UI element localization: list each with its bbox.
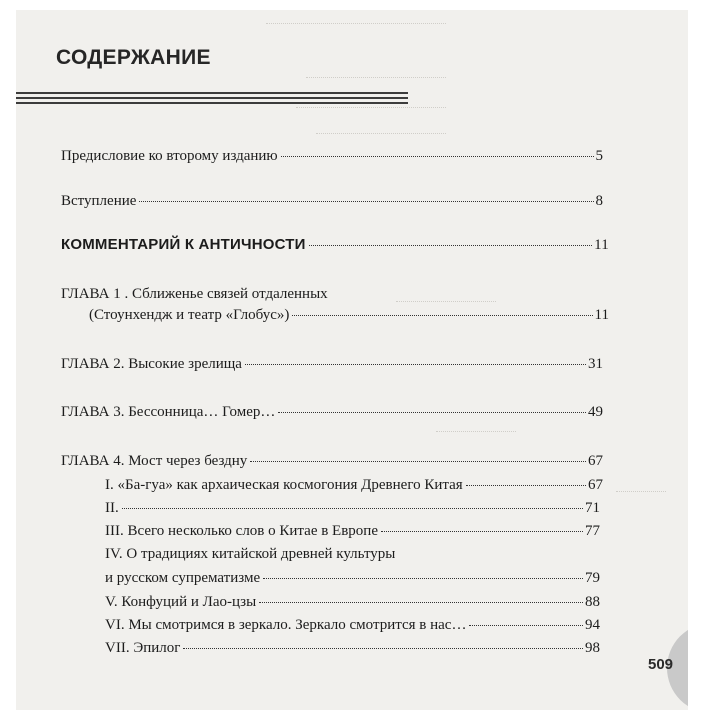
toc-entry-title: VII. Эпилог (105, 640, 181, 656)
page-number: 509 (648, 656, 674, 673)
leader-dots (263, 578, 583, 579)
toc-entry[interactable] (61, 355, 603, 373)
toc-subentry[interactable] (105, 522, 600, 540)
toc-entry-title: VI. Мы смотримся в зеркало. Зеркало смотрится в нас… (105, 617, 467, 633)
toc-subentry[interactable] (105, 616, 600, 634)
leader-dots (278, 412, 586, 413)
toc-subentry[interactable] (105, 476, 603, 494)
leader-dots (245, 364, 586, 365)
toc-entry-page: 94 (585, 617, 600, 633)
toc-entry-title: III. Всего несколько слов о Китае в Европе (105, 523, 378, 539)
toc-subentry[interactable] (105, 639, 600, 657)
toc-entry-page: 8 (595, 193, 603, 209)
toc-entry-page: 11 (594, 237, 609, 253)
leader-dots (466, 485, 586, 486)
toc-entry-title: V. Конфуций и Лао-цзы (105, 594, 257, 610)
leader-dots (309, 245, 593, 246)
leader-dots (122, 508, 583, 509)
leader-dots (281, 156, 594, 157)
toc-section[interactable] (61, 236, 609, 254)
toc-entry-page: 71 (585, 500, 600, 516)
toc-chapter-title[interactable] (61, 285, 328, 303)
toc-entry-title: (Стоунхендж и театр «Глобус») (89, 307, 290, 323)
toc-entry[interactable] (61, 403, 603, 421)
toc-entry-page: 98 (585, 640, 600, 656)
toc-entry-page: 77 (585, 523, 600, 539)
toc-subentry[interactable] (105, 593, 600, 611)
leader-dots (250, 461, 586, 462)
toc-entry[interactable] (61, 192, 603, 210)
toc-entry-title: I. «Ба-гуа» как архаическая космогония Древнего Китая (105, 477, 463, 493)
toc-entry-title: Вступление (61, 193, 137, 209)
toc-entry-page: 67 (588, 477, 603, 493)
toc-entry-title: ГЛАВА 2. Высокие зрелища (61, 356, 242, 372)
toc-entry-title: IV. О традициях китайской древней культуры (105, 546, 396, 562)
table-of-contents (16, 10, 688, 710)
toc-entry[interactable] (89, 306, 609, 324)
toc-entry[interactable] (61, 452, 603, 470)
toc-subentry[interactable] (105, 569, 600, 587)
toc-subentry-title[interactable] (105, 545, 395, 563)
toc-entry-title: II. (105, 500, 119, 516)
leader-dots (381, 531, 583, 532)
page-title: СОДЕРЖАНИЕ (56, 46, 211, 69)
leader-dots (183, 648, 583, 649)
toc-entry-title: Предисловие ко второму изданию (61, 148, 278, 164)
leader-dots (139, 201, 593, 202)
toc-entry[interactable] (61, 147, 603, 165)
toc-entry-page: 88 (585, 594, 600, 610)
toc-entry-page: 5 (595, 148, 603, 164)
toc-entry-title: ГЛАВА 1 . Сближенье связей отдаленных (61, 286, 328, 302)
toc-subentry[interactable] (105, 499, 600, 517)
leader-dots (292, 315, 592, 316)
toc-entry-page: 31 (588, 356, 603, 372)
toc-entry-page: 11 (594, 307, 609, 323)
toc-entry-title: и русском супрематизме (105, 570, 261, 586)
leader-dots (469, 625, 583, 626)
leader-dots (259, 602, 583, 603)
toc-entry-page: 79 (585, 570, 600, 586)
toc-entry-page: 67 (588, 453, 603, 469)
toc-entry-page: 49 (588, 404, 603, 420)
book-page (16, 10, 688, 710)
toc-section-title: КОММЕНТАРИЙ К АНТИЧНОСТИ (61, 236, 306, 253)
toc-entry-title: ГЛАВА 3. Бессонница… Гомер… (61, 404, 276, 420)
toc-entry-title: ГЛАВА 4. Мост через бездну (61, 453, 248, 469)
